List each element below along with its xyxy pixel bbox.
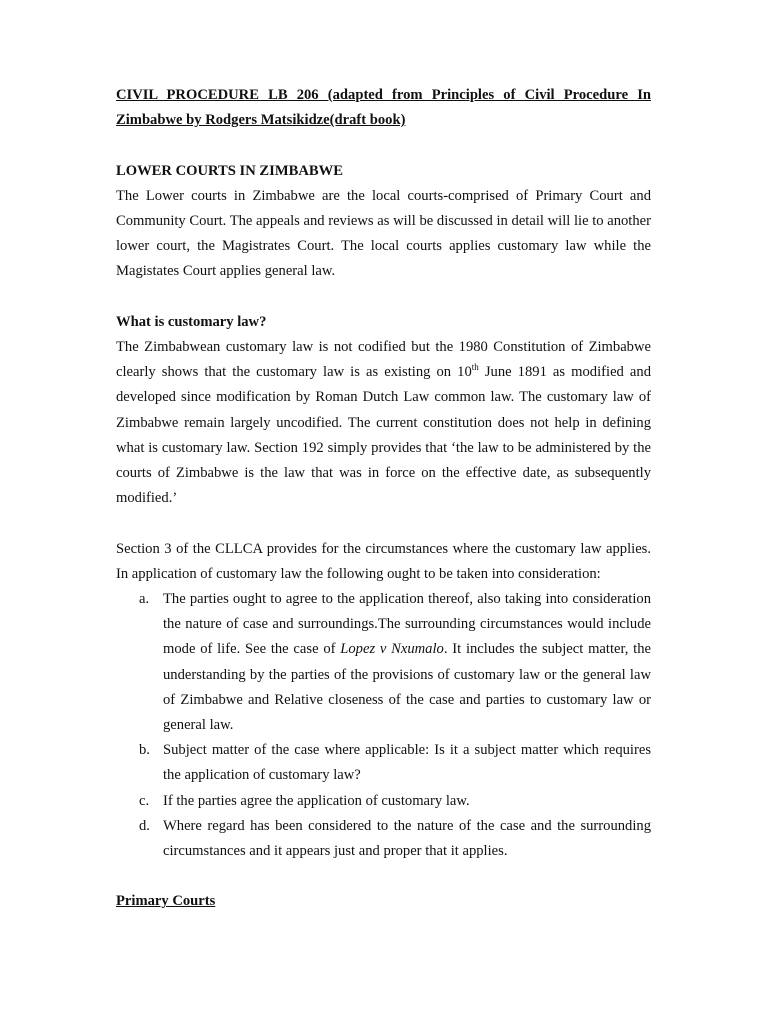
list-item xyxy=(116,789,651,814)
list-marker: a. xyxy=(139,591,150,608)
list-item-text: If the parties agree the application of customary law. xyxy=(163,792,470,809)
spacer xyxy=(116,864,651,889)
considerations-list xyxy=(116,587,651,864)
paragraph-lower-courts: The Lower courts in Zimbabwe are the local courts-comprised of Primary Court and Community Court. The appeals and reviews as will be discussed in detail will lie to another lower court, the Magistrates Court. The local courts applies customary law while the Magistates Court applies general law. xyxy=(116,187,651,280)
list-item xyxy=(116,587,651,738)
list-marker: d. xyxy=(139,817,150,834)
text-run: June 1891 as modified and developed since modification by Roman Dutch Law common law. The customary law of Zimbabwe remain largely uncodified. The current constitution does not help in defining what is customary law. Section 192 simply provides that ‘the law to be administered by the courts of Zimbabwe is the law that was in force on the effective date, as subsequently modified.’ xyxy=(116,364,651,507)
paragraph-customary-law xyxy=(116,335,651,511)
section-heading-primary-courts: Primary Courts xyxy=(116,893,216,910)
spacer xyxy=(116,511,651,536)
case-citation: Lopez v Nxumalo xyxy=(340,641,444,658)
paragraph-cllca: Section 3 of the CLLCA provides for the circumstances where the customary law applies. In application of customary law the following ought to be taken into consideration: xyxy=(116,540,651,582)
section-heading-customary-law: What is customary law? xyxy=(116,313,267,330)
list-item xyxy=(116,738,651,788)
list-item xyxy=(116,814,651,864)
spacer xyxy=(116,285,651,310)
list-marker: b. xyxy=(139,742,150,759)
document-title: CIVIL PROCEDURE LB 206 (adapted from Principles of Civil Procedure In Zimbabwe by Rodgers Matsikidze(draft book) xyxy=(116,87,651,129)
section-heading-lower-courts: LOWER COURTS IN ZIMBABWE xyxy=(116,162,343,179)
spacer xyxy=(116,133,651,158)
text-run: . It includes the subject matter, the understanding by the parties of the provisions of customary law or the general law of Zimbabwe and Relative closeness of the case and parties to customary law or general law. xyxy=(163,641,652,734)
list-item-text: Where regard has been considered to the nature of the case and the surrounding circumstances and it appears just and proper that it applies. xyxy=(163,817,651,860)
document-page xyxy=(116,83,651,915)
list-marker: c. xyxy=(139,792,150,809)
text-run: The Zimbabwean customary law is not codified but the 1980 Constitution of Zimbabwe clearly shows that the customary law is as existing on 10 xyxy=(116,339,651,381)
superscript-th: th xyxy=(471,362,479,373)
text-run: The parties ought to agree to the application thereof, also taking into consideration the nature of case and surroundings.The surrounding circumstances would include mode of life. See the case of xyxy=(163,591,651,658)
list-item-text: Subject matter of the case where applicable: Is it a subject matter which requires the application of customary law? xyxy=(163,742,651,784)
